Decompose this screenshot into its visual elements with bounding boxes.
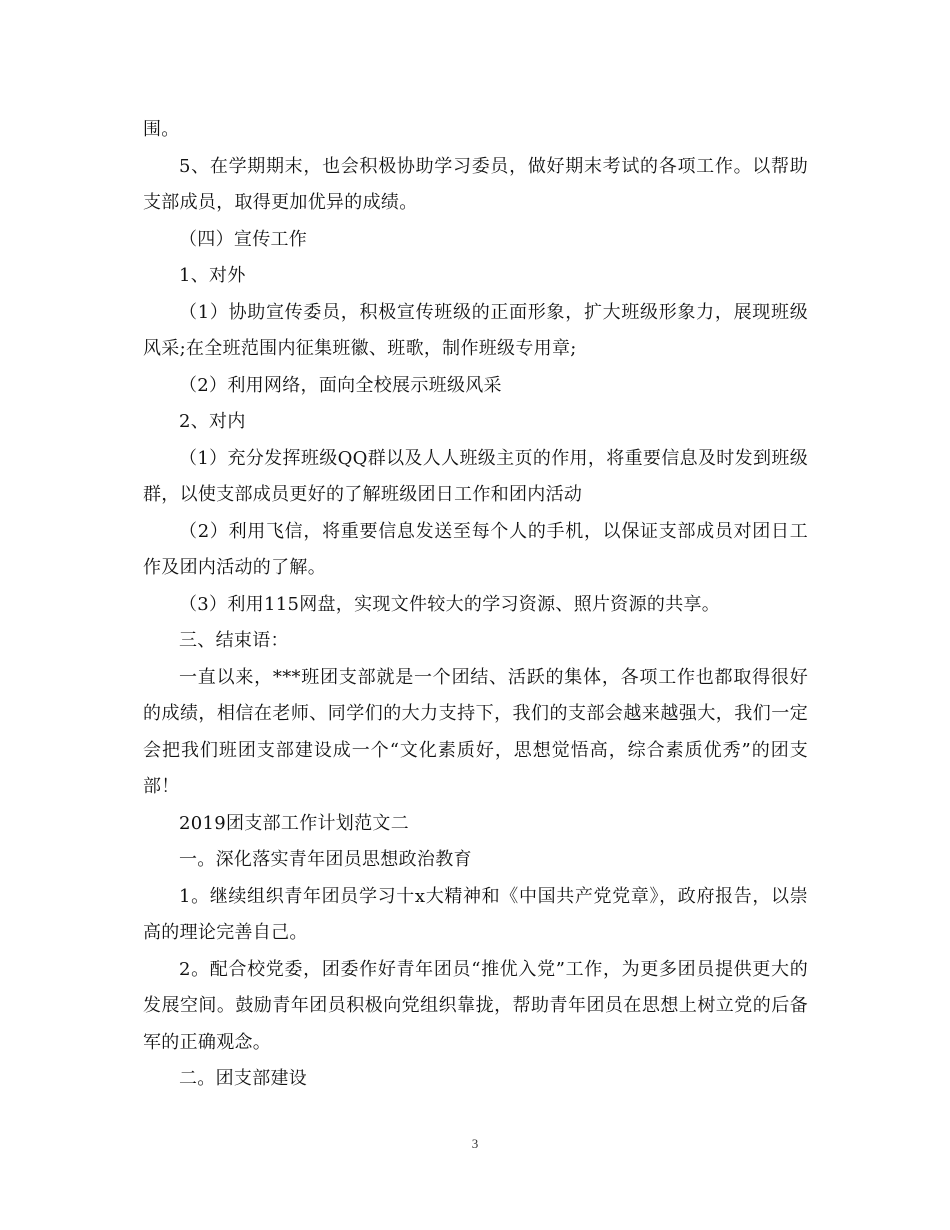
paragraph-1: 围。 — [143, 119, 180, 140]
paragraph-5: （1）协助宣传委员，积极宣传班级的正面形象，扩大班级形象力，展现班级风采;在全班范围内征集班徽、班歌，制作班级专用章; — [143, 301, 808, 359]
document-subtitle: 2019团支部工作计划范文二 — [179, 812, 410, 834]
section-heading-education: 一。深化落实青年团员思想政治教育 — [179, 849, 472, 870]
section-heading-publicity: （四）宣传工作 — [179, 228, 308, 250]
paragraph-2: 5、在学期期末，也会积极协助学习委员，做好期末考试的各项工作。以帮助支部成员，取得更加优异的成绩。 — [143, 155, 808, 213]
paragraph-15: 1。继续组织青年团员学习十x大精神和《中国共产党党章》，政府报告，以崇高的理论完善自己。 — [143, 885, 808, 943]
section-heading-construction: 二。团支部建设 — [179, 1068, 308, 1089]
document-body — [143, 112, 808, 1098]
paragraph-16: 2。配合校党委，团委作好青年团员“推优入党”工作，为更多团员提供更大的发展空间。鼓励青年团员积极向党组织靠拢，帮助青年团员在思想上树立党的后备军的正确观念。 — [143, 958, 808, 1053]
paragraph-10: （3）利用115网盘，实现文件较大的学习资源、照片资源的共享。 — [179, 593, 721, 615]
paragraph-12: 一直以来，***班团支部就是一个团结、活跃的集体，各项工作也都取得很好的成绩，相信在老师、同学们的大力支持下，我们的支部会越来越强大，我们一定会把我们班团支部建设成一个“文化素质好，思想觉悟高，综合素质优秀”的团支部！ — [143, 666, 808, 797]
section-heading-conclusion: 三、结束语： — [179, 630, 289, 651]
paragraph-6: （2）利用网络，面向全校展示班级风采 — [179, 374, 502, 396]
subheading-internal: 2、对内 — [179, 411, 246, 432]
page-number: 3 — [471, 1136, 479, 1151]
paragraph-8: （1）充分发挥班级QQ群以及人人班级主页的作用，将重要信息及时发到班级群，以使支部成员更好的了解班级团日工作和团内活动 — [143, 447, 808, 505]
paragraph-9: （2）利用飞信，将重要信息发送至每个人的手机，以保证支部成员对团日工作及团内活动的了解。 — [143, 520, 808, 578]
subheading-external: 1、对外 — [179, 265, 246, 286]
